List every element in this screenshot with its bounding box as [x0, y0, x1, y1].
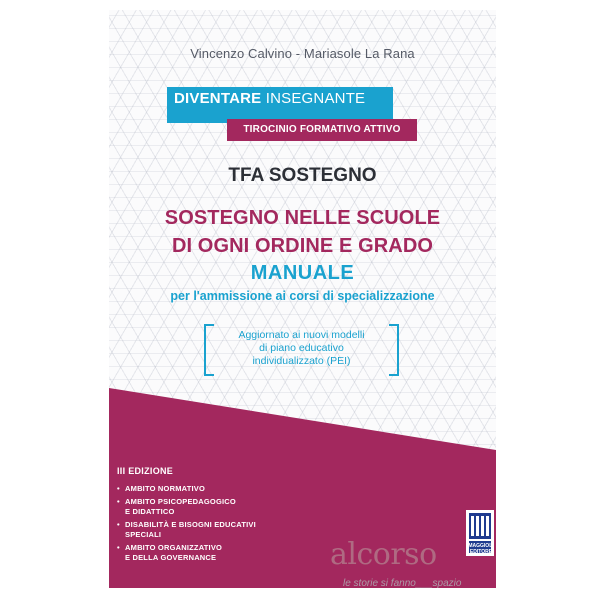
book-type: MANUALE: [250, 262, 355, 284]
topic-item: [117, 497, 297, 517]
topic-text: DISABILITÀ E BISOGNI EDUCATIVI SPECIALI: [125, 520, 256, 539]
watermark-tagline: le storie si fanno___spazio: [343, 578, 462, 589]
topic-text: AMBITO NORMATIVO: [125, 484, 206, 493]
authors: Vincenzo Calvino - Mariasole La Rana: [190, 46, 415, 61]
topics-list: [117, 484, 297, 566]
book-type-subtitle: per l'ammissione ai corsi di specializzazione: [170, 289, 435, 303]
edition-label: III EDIZIONE: [117, 466, 174, 476]
publisher-logo-text: MAGGIOLI EDITORE: [468, 543, 494, 555]
update-note-line: Aggiornato ai nuovi modelli: [238, 329, 365, 341]
book-cover: [109, 10, 496, 588]
topic-text: AMBITO ORGANIZZATIVO E DELLA GOVERNANCE: [125, 543, 223, 562]
topic-item: [117, 543, 297, 563]
topic-item: [117, 484, 297, 494]
series-title-part-b: INSEGNANTE: [261, 90, 366, 107]
book-title-line-1: SOSTEGNO NELLE SCUOLE: [164, 207, 441, 229]
book-title-line-2: DI OGNI ORDINE E GRADO: [171, 235, 434, 257]
update-note-line: individualizzato (PEI): [252, 355, 351, 367]
series-title-part-a: DIVENTARE: [174, 90, 262, 107]
topic-item: [117, 520, 297, 540]
topic-text: AMBITO PSICOPEDAGOGICO E DIDATTICO: [125, 497, 236, 516]
kicker: TFA SOSTEGNO: [228, 165, 377, 186]
update-note-line: di piano educativo: [259, 342, 344, 354]
watermark-brand: alcorso: [330, 537, 437, 572]
series-subtitle: TIROCINIO FORMATIVO ATTIVO: [227, 119, 417, 141]
